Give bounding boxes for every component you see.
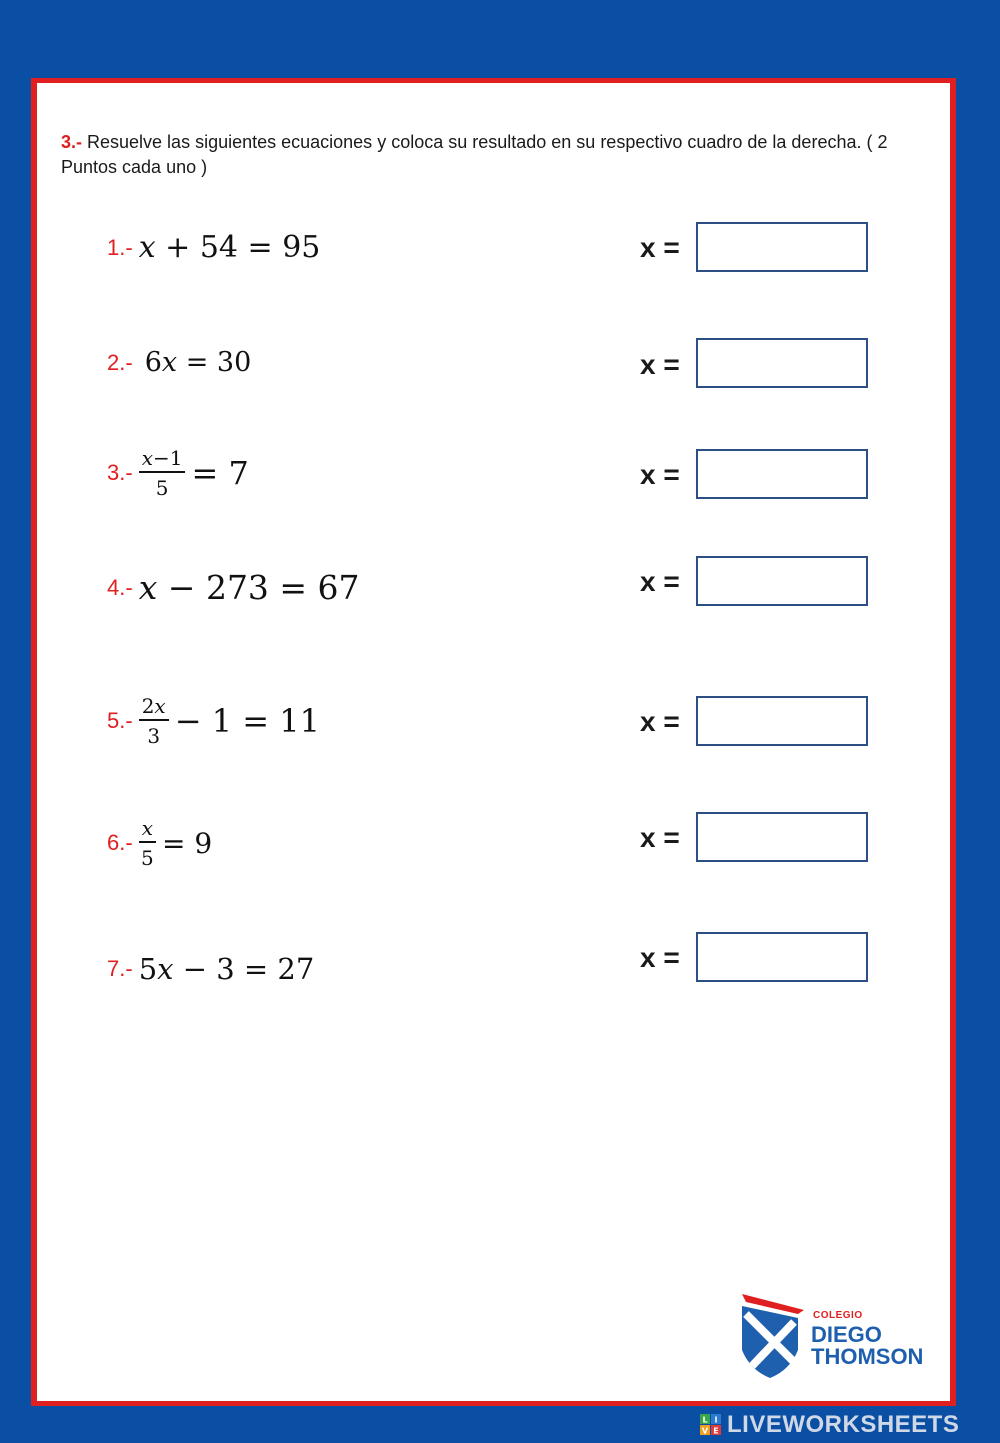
fraction: $\frac{x-1}{5}$ xyxy=(139,447,186,499)
instructions xyxy=(61,130,891,180)
equation-number: 2.- xyxy=(107,349,133,375)
svg-text:I: I xyxy=(714,1415,718,1425)
answer-label: x = xyxy=(640,349,680,380)
watermark-text: LIVEWORKSHEETS xyxy=(727,1411,960,1438)
answer-label: x = xyxy=(640,566,680,597)
svg-text:E: E xyxy=(713,1426,719,1436)
liveworksheets-logo-icon xyxy=(700,1414,722,1436)
equation-number: 5.- xyxy=(107,708,133,733)
answer-label: x = xyxy=(640,822,680,853)
instructions-text: Resuelve las siguientes ecuaciones y coloca su resultado en su respectivo cuadro de la derecha. ( 2 Puntos cada uno ) xyxy=(61,132,888,177)
answer-label: x = xyxy=(640,942,680,973)
equation-number: 1.- xyxy=(107,234,133,260)
equation-number: 4.- xyxy=(107,574,133,600)
equation-expression: 5x − 3 = 27 xyxy=(138,952,315,986)
shield-icon xyxy=(738,1292,808,1380)
answer-input-7[interactable] xyxy=(696,932,868,982)
equation-3 xyxy=(107,447,249,499)
svg-text:V: V xyxy=(701,1426,709,1436)
equation-6 xyxy=(107,817,212,869)
equation-number: 7.- xyxy=(107,956,133,981)
question-number: 3.- xyxy=(61,132,83,152)
answer-input-4[interactable] xyxy=(696,556,868,606)
equation-expression: − 1 = 11 xyxy=(174,702,320,740)
fraction: $\frac{2x}{3}$ xyxy=(139,695,169,747)
equation-1 xyxy=(107,230,320,265)
equation-5 xyxy=(107,695,320,747)
logo-line1: DIEGO xyxy=(811,1322,882,1347)
equation-expression: = 9 xyxy=(161,826,213,860)
equation-7 xyxy=(107,952,314,986)
svg-text:L: L xyxy=(702,1415,708,1425)
equation-number: 6.- xyxy=(107,830,133,855)
equation-expression: x − 273 = 67 xyxy=(138,568,360,607)
equation-number: 3.- xyxy=(107,460,133,485)
answer-input-2[interactable] xyxy=(696,338,868,388)
answer-input-5[interactable] xyxy=(696,696,868,746)
logo-small-text: COLEGIO xyxy=(813,1310,863,1321)
equation-4 xyxy=(107,568,360,607)
fraction: $\frac{x}{5}$ xyxy=(139,817,156,869)
answer-input-6[interactable] xyxy=(696,812,868,862)
equation-2 xyxy=(107,347,251,378)
logo-line2: THOMSON xyxy=(811,1344,924,1369)
equation-expression: 6x = 30 xyxy=(144,347,252,378)
answer-label: x = xyxy=(640,459,680,490)
answer-label: x = xyxy=(640,232,680,263)
equation-expression: = 7 xyxy=(191,454,249,492)
school-logo xyxy=(738,1292,938,1382)
answer-input-1[interactable] xyxy=(696,222,868,272)
answer-label: x = xyxy=(640,706,680,737)
answer-input-3[interactable] xyxy=(696,449,868,499)
liveworksheets-watermark xyxy=(700,1411,1000,1439)
equation-expression: x + 54 = 95 xyxy=(138,230,321,265)
